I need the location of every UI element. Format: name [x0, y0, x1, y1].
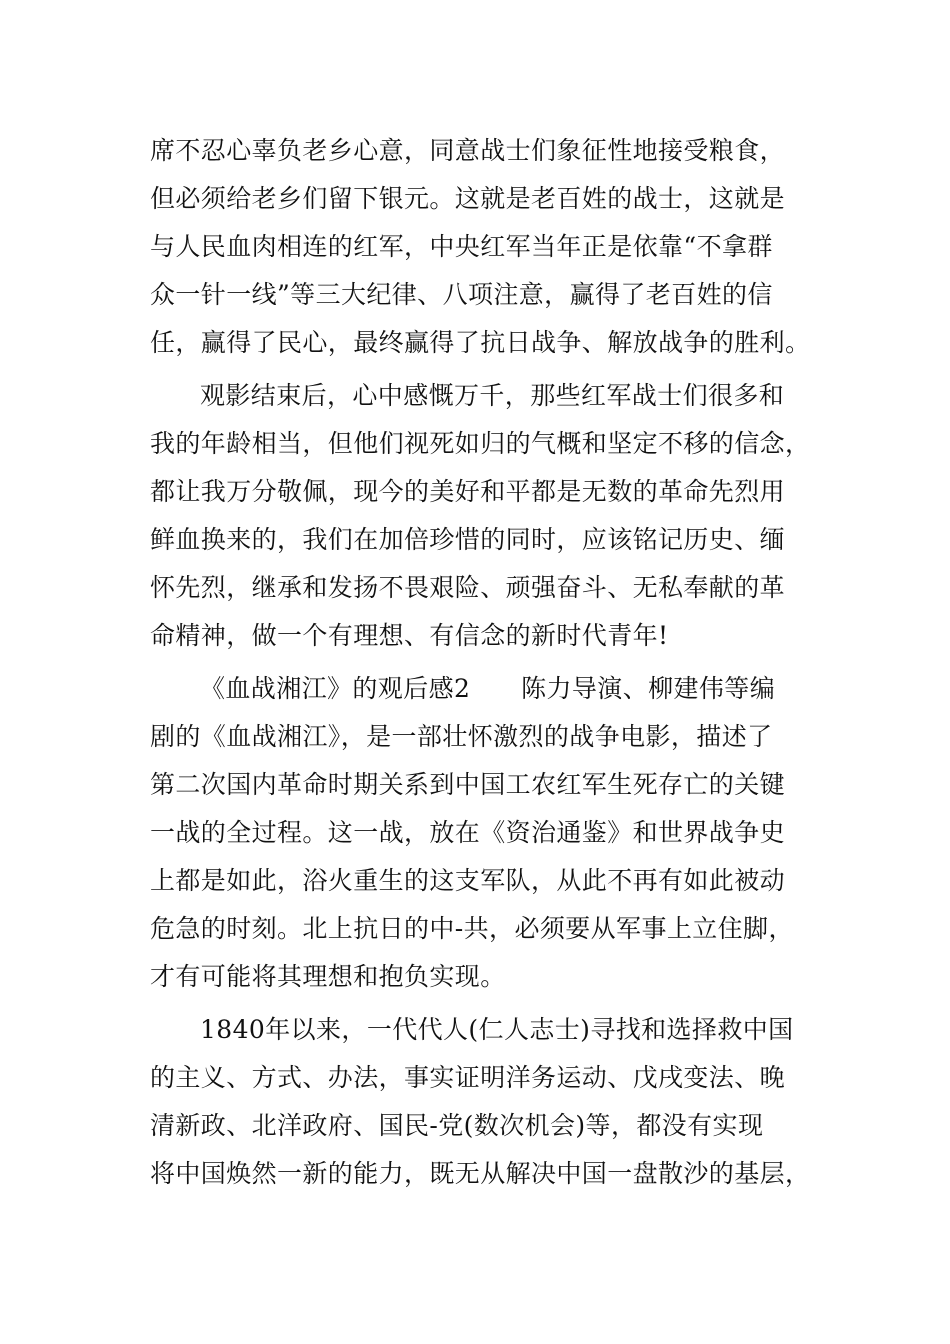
text-line: 命精神，做一个有理想、有信念的新时代青年!	[150, 621, 669, 650]
body-text	[150, 127, 830, 1198]
text-line: 才有可能将其理想和抱负实现。	[150, 962, 506, 991]
text-line: 将中国焕然一新的能力，既无从解决中国一盘散沙的基层，	[150, 1159, 811, 1188]
text-line: 但必须给老乡们留下银元。这就是老百姓的战士，这就是	[150, 184, 786, 213]
text-line: 席不忍心辜负老乡心意，同意战士们象征性地接受粮食，	[150, 136, 786, 165]
text-line: 危急的时刻。北上抗日的中-共，必须要从军事上立住脚，	[150, 914, 794, 943]
text-line: 怀先烈，继承和发扬不畏艰险、顽强奋斗、无私奉献的革	[150, 573, 786, 602]
text-line: 清新政、北洋政府、国民-党(数次机会)等，都没有实现	[150, 1111, 764, 1140]
text-line: 一战的全过程。这一战，放在《资治通鉴》和世界战争史	[150, 818, 786, 847]
text-line: 上都是如此，浴火重生的这支军队，从此不再有如此被动	[150, 866, 786, 895]
text-line: 的主义、方式、办法，事实证明洋务运动、戊戌变法、晚	[150, 1063, 786, 1092]
text-line: 任，赢得了民心，最终赢得了抗日战争、解放战争的胜利。	[150, 328, 811, 357]
text-line: 鲜血换来的，我们在加倍珍惜的同时，应该铭记历史、缅	[150, 525, 786, 554]
paragraph-start-line: 1840年以来，一代代人(仁人志士)寻找和选择救中国	[200, 1015, 794, 1044]
text-line: 与人民血肉相连的红军，中央红军当年正是依靠“不拿群	[150, 232, 773, 261]
paragraph-start-line: 观影结束后，心中感慨万千，那些红军战士们很多和	[200, 381, 785, 410]
text-line: 我的年龄相当，但他们视死如归的气概和坚定不移的信念，	[150, 429, 811, 458]
text-line: 都让我万分敬佩，现今的美好和平都是无数的革命先烈用	[150, 477, 786, 506]
text-line: 第二次国内革命时期关系到中国工农红军生死存亡的关键	[150, 770, 786, 799]
text-line: 剧的《血战湘江》，是一部壮怀激烈的战争电影，描述了	[150, 722, 773, 751]
text-line: 众一针一线”等三大纪律、八项注意，赢得了老百姓的信	[150, 280, 773, 309]
section-heading-line: 《血战湘江》的观后感2 陈力导演、柳建伟等编	[200, 674, 776, 703]
